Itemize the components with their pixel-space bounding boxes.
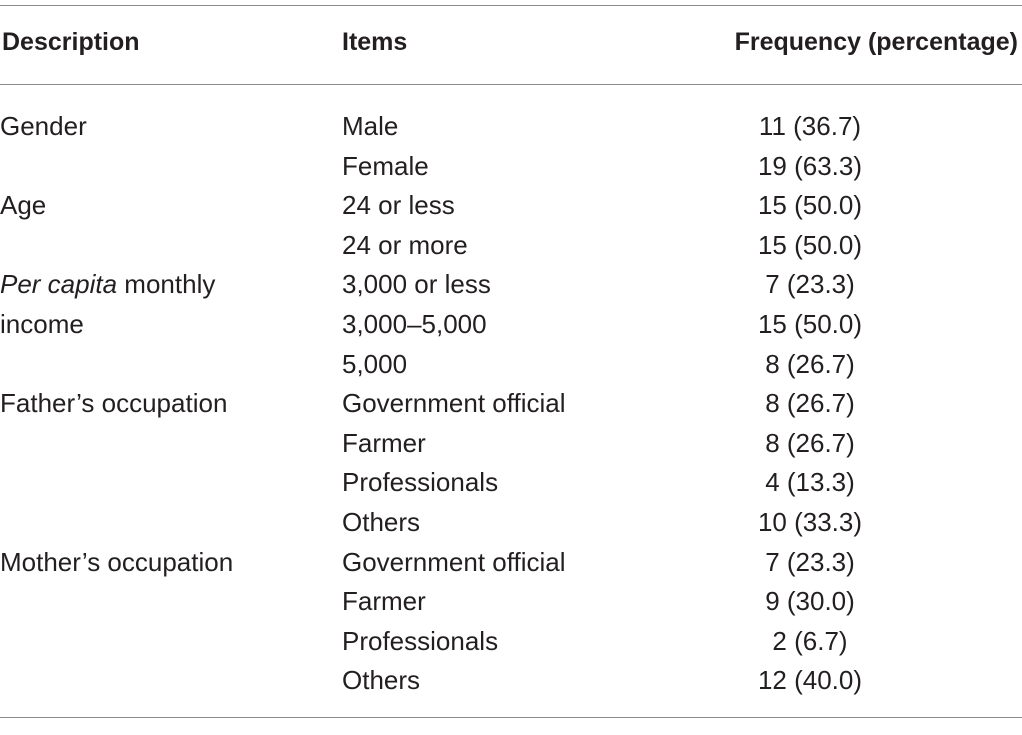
cell-item: Government official bbox=[342, 546, 566, 577]
cell-frequency: 19 (63.3) bbox=[757, 150, 863, 181]
cell-description-text: Age bbox=[0, 190, 47, 221]
table-row bbox=[0, 147, 1022, 187]
cell-item: Government official bbox=[342, 388, 566, 419]
table-row bbox=[0, 661, 1022, 701]
cell-frequency: 4 (13.3) bbox=[765, 467, 855, 498]
cell-description-text: Mother’s occupation bbox=[0, 546, 234, 577]
cell-description-text: Father’s occupation bbox=[0, 388, 228, 419]
cell-item: Professionals bbox=[342, 625, 499, 656]
table-row bbox=[0, 503, 1022, 543]
cell-frequency: 7 (23.3) bbox=[765, 269, 855, 300]
cell-description-italic: Per capita bbox=[0, 269, 118, 300]
cell-item: 3,000–5,000 bbox=[342, 308, 487, 339]
table-body bbox=[0, 107, 1022, 701]
cell-description bbox=[0, 186, 46, 226]
cell-frequency: 9 (30.0) bbox=[765, 586, 855, 617]
cell-item: 3,000 or less bbox=[342, 269, 491, 300]
cell-frequency: 8 (26.7) bbox=[765, 348, 855, 379]
table-row bbox=[0, 305, 1022, 345]
cell-description bbox=[0, 265, 215, 305]
table-top-rule bbox=[0, 5, 1022, 6]
header-items: Items bbox=[342, 28, 408, 56]
cell-item: Others bbox=[342, 506, 421, 537]
cell-item: Professionals bbox=[342, 467, 499, 498]
table-header-row bbox=[0, 28, 1022, 64]
cell-item: Farmer bbox=[342, 427, 426, 458]
header-frequency: Frequency (percentage) bbox=[734, 28, 1018, 56]
table-row bbox=[0, 463, 1022, 503]
cell-description bbox=[0, 543, 233, 583]
cell-frequency: 8 (26.7) bbox=[765, 388, 855, 419]
cell-description bbox=[0, 107, 87, 147]
table-row bbox=[0, 622, 1022, 662]
table-row bbox=[0, 265, 1022, 305]
cell-description bbox=[0, 384, 227, 424]
cell-description bbox=[0, 305, 84, 345]
table-bottom-rule bbox=[0, 717, 1022, 718]
cell-description-text: income bbox=[0, 308, 84, 339]
table-row bbox=[0, 424, 1022, 464]
table-row bbox=[0, 226, 1022, 266]
cell-item: Male bbox=[342, 111, 399, 141]
cell-description-text: monthly bbox=[117, 269, 216, 300]
cell-frequency: 15 (50.0) bbox=[757, 308, 863, 339]
cell-frequency: 2 (6.7) bbox=[772, 625, 848, 656]
table-row bbox=[0, 107, 1022, 147]
cell-frequency: 15 (50.0) bbox=[757, 190, 863, 221]
cell-frequency: 10 (33.3) bbox=[757, 506, 863, 537]
cell-item: 24 or less bbox=[342, 190, 455, 221]
cell-description-text: Gender bbox=[0, 111, 87, 141]
cell-item: Female bbox=[342, 150, 429, 181]
cell-frequency: 8 (26.7) bbox=[765, 427, 855, 458]
table-header-rule bbox=[0, 84, 1022, 85]
cell-frequency: 7 (23.3) bbox=[765, 546, 855, 577]
cell-frequency: 11 (36.7) bbox=[758, 111, 862, 141]
table-row bbox=[0, 384, 1022, 424]
table-row bbox=[0, 582, 1022, 622]
cell-item: 5,000 bbox=[342, 348, 408, 379]
table-row bbox=[0, 345, 1022, 385]
cell-item: 24 or more bbox=[342, 229, 468, 260]
cell-item: Others bbox=[342, 665, 421, 696]
table-row bbox=[0, 186, 1022, 226]
cell-frequency: 12 (40.0) bbox=[757, 665, 863, 696]
cell-frequency: 15 (50.0) bbox=[757, 229, 863, 260]
cell-item: Farmer bbox=[342, 586, 426, 617]
header-description: Description bbox=[2, 28, 140, 56]
table-row bbox=[0, 543, 1022, 583]
